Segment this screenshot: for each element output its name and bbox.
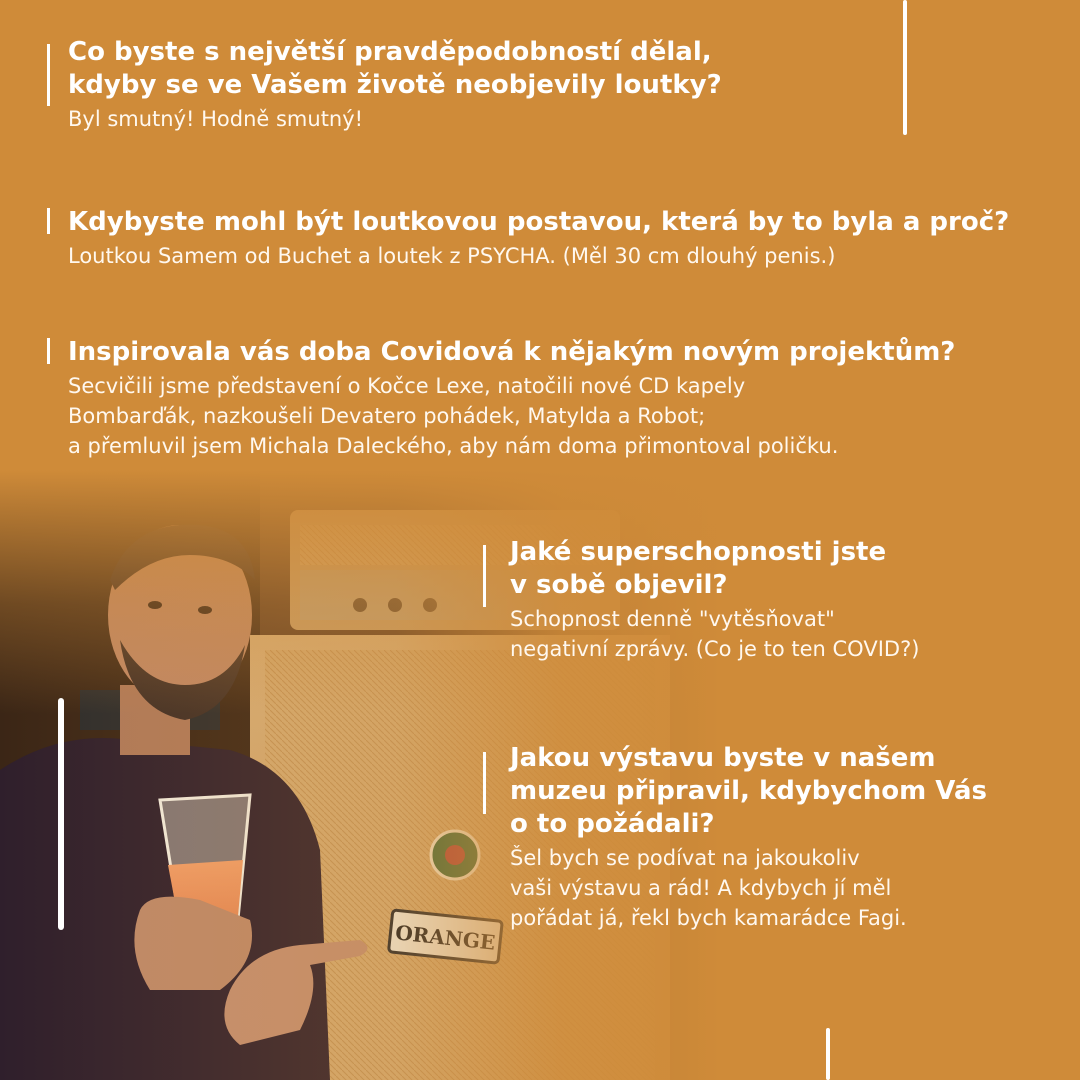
question-2: Kdybyste mohl být loutkovou postavou, která by to byla a proč? bbox=[68, 207, 1010, 237]
question-marker bbox=[47, 208, 50, 234]
answer-3: Secvičili jsme představení o Kočce Lexe, natočili nové CD kapely Bombarďák, nazkoušeli Devatero pohádek, Matylda a Robot; a přemluvil jsem Michala Daleckého, aby nám doma přimontoval poličku. bbox=[68, 374, 839, 458]
decorative-bar-bottom bbox=[826, 1028, 830, 1080]
question-marker bbox=[47, 44, 50, 106]
question-4: Jaké superschopnosti jste v sobě objevil? bbox=[510, 537, 887, 600]
question-marker bbox=[47, 338, 50, 364]
question-5: Jakou výstavu byste v našem muzeu připravil, kdybychom Vás o to požádali? bbox=[510, 743, 988, 839]
qa-block-5 bbox=[510, 742, 1070, 933]
answer-4: Schopnost denně "vytěsňovat" negativní zprávy. (Co je to ten COVID?) bbox=[510, 607, 920, 661]
question-marker bbox=[483, 545, 486, 607]
qa-block-1 bbox=[68, 36, 968, 134]
question-3: Inspirovala vás doba Covidová k nějakým novým projektům? bbox=[68, 337, 956, 367]
qa-block-3 bbox=[68, 336, 1068, 461]
question-marker bbox=[483, 752, 486, 814]
answer-5: Šel bych se podívat na jakoukoliv vaši výstavu a rád! A kdybych jí měl pořádat já, řekl bych kamarádce Fagi. bbox=[510, 846, 907, 930]
qa-block-4 bbox=[510, 536, 1070, 664]
qa-block-2 bbox=[68, 206, 1068, 271]
answer-2: Loutkou Samem od Buchet a loutek z PSYCHA. (Měl 30 cm dlouhý penis.) bbox=[68, 244, 836, 268]
question-1: Co byste s největší pravděpodobností dělal, kdyby se ve Vašem životě neobjevily loutky? bbox=[68, 37, 722, 100]
answer-1: Byl smutný! Hodně smutný! bbox=[68, 107, 364, 131]
